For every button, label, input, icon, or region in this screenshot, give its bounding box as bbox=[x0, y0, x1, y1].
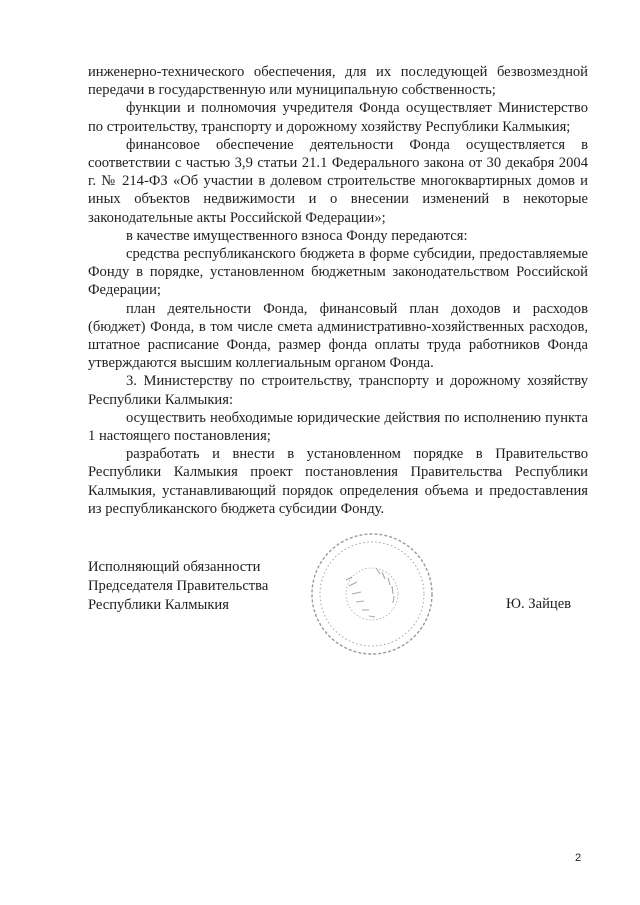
paragraph-financing: финансовое обеспечение деятельности Фонда осуществляется в соответствии с частью 3,9 статьи 21.1 Федерального закона от 30 декабря 2004 г. № 214-ФЗ «Об участии в долевом строительстве многоквартирных домов и иных объектов недвижимости и о внесении изменений в некоторые законодательные акты Российской Федерации»; bbox=[88, 136, 588, 226]
signature-position-line-3: Республики Калмыкия bbox=[88, 597, 229, 613]
page-number: 2 bbox=[575, 852, 582, 864]
paragraph-draft-resolution: разработать и внести в установленном порядке в Правительство Республики Калмыкия проект постановления Правительства Республики Калмыкия, устанавливающий порядок определения объема и предоставления из республиканского бюджета субсидии Фонду. bbox=[88, 446, 588, 517]
paragraph-founder-functions: функции и полномочия учредителя Фонда осуществляет Министерство по строительству, транспорту и дорожному хозяйству Республики Калмыкия; bbox=[88, 100, 588, 135]
paragraph-property-contribution: в качестве имущественного взноса Фонду передаются: bbox=[126, 227, 468, 244]
document-body bbox=[88, 63, 588, 518]
official-seal-stamp bbox=[306, 528, 438, 660]
signatory-name: Ю. Зайцев bbox=[506, 596, 572, 612]
paragraph-item-3: 3. Министерству по строительству, транспорту и дорожному хозяйству Республики Калмыкия: bbox=[88, 373, 588, 408]
signature-position-line-2: Председателя Правительства bbox=[88, 578, 269, 594]
paragraph-legal-actions: осуществить необходимые юридические действия по исполнению пункта 1 настоящего постановления; bbox=[88, 409, 588, 445]
paragraph-budget-subsidy: средства республиканского бюджета в форме субсидии, предоставляемые Фонду в порядке, установленном бюджетным законодательством Российской Федерации; bbox=[88, 246, 588, 299]
paragraph-continuation: инженерно-технического обеспечения, для их последующей безвозмездной передачи в государственную или муниципальную собственность; bbox=[88, 64, 588, 99]
signature-position-line-1: Исполняющий обязанности bbox=[88, 559, 261, 575]
paragraph-activity-plan: план деятельности Фонда, финансовый план доходов и расходов (бюджет) Фонда, в том числе смета административно-хозяйственных расходов, штатное расписание Фонда, размер фонда оплаты труда работников Фонда утверждаются высшим коллегиальным органом Фонда. bbox=[88, 300, 588, 372]
